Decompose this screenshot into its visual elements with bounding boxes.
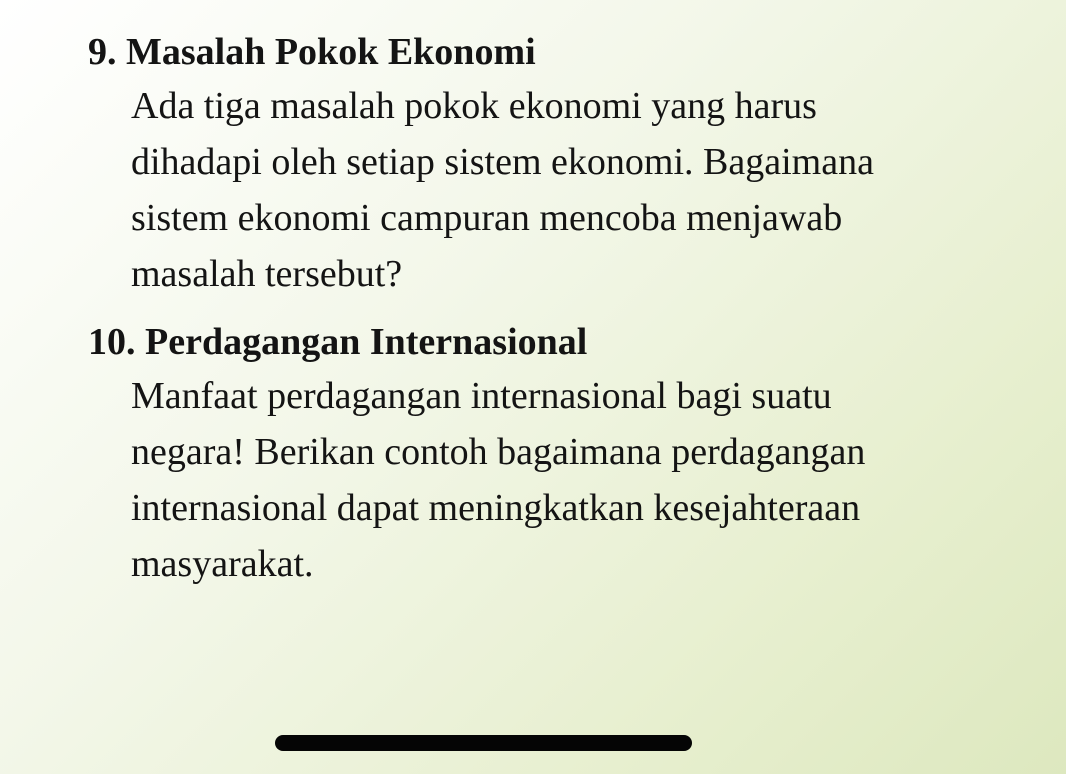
home-indicator-bar[interactable] bbox=[275, 735, 692, 751]
question-10-heading: 10. Perdagangan Internasional bbox=[88, 321, 588, 363]
question-9-line-3: sistem ekonomi campuran mencoba menjawab bbox=[131, 197, 843, 239]
question-10-line-3: internasional dapat meningkatkan kesejahteraan bbox=[131, 487, 861, 529]
question-10-line-1: Manfaat perdagangan internasional bagi suatu bbox=[131, 375, 832, 417]
question-9-line-4: masalah tersebut? bbox=[131, 253, 403, 295]
question-10-line-4: masyarakat. bbox=[131, 543, 314, 585]
question-9-heading: 9. Masalah Pokok Ekonomi bbox=[88, 31, 536, 73]
document-content bbox=[88, 26, 1028, 592]
question-9-line-1: Ada tiga masalah pokok ekonomi yang harus bbox=[131, 85, 817, 127]
question-9 bbox=[88, 26, 1028, 302]
question-10 bbox=[88, 316, 1028, 592]
question-9-line-2: dihadapi oleh setiap sistem ekonomi. Bagaimana bbox=[131, 141, 874, 183]
question-10-line-2: negara! Berikan contoh bagaimana perdagangan bbox=[131, 431, 866, 473]
